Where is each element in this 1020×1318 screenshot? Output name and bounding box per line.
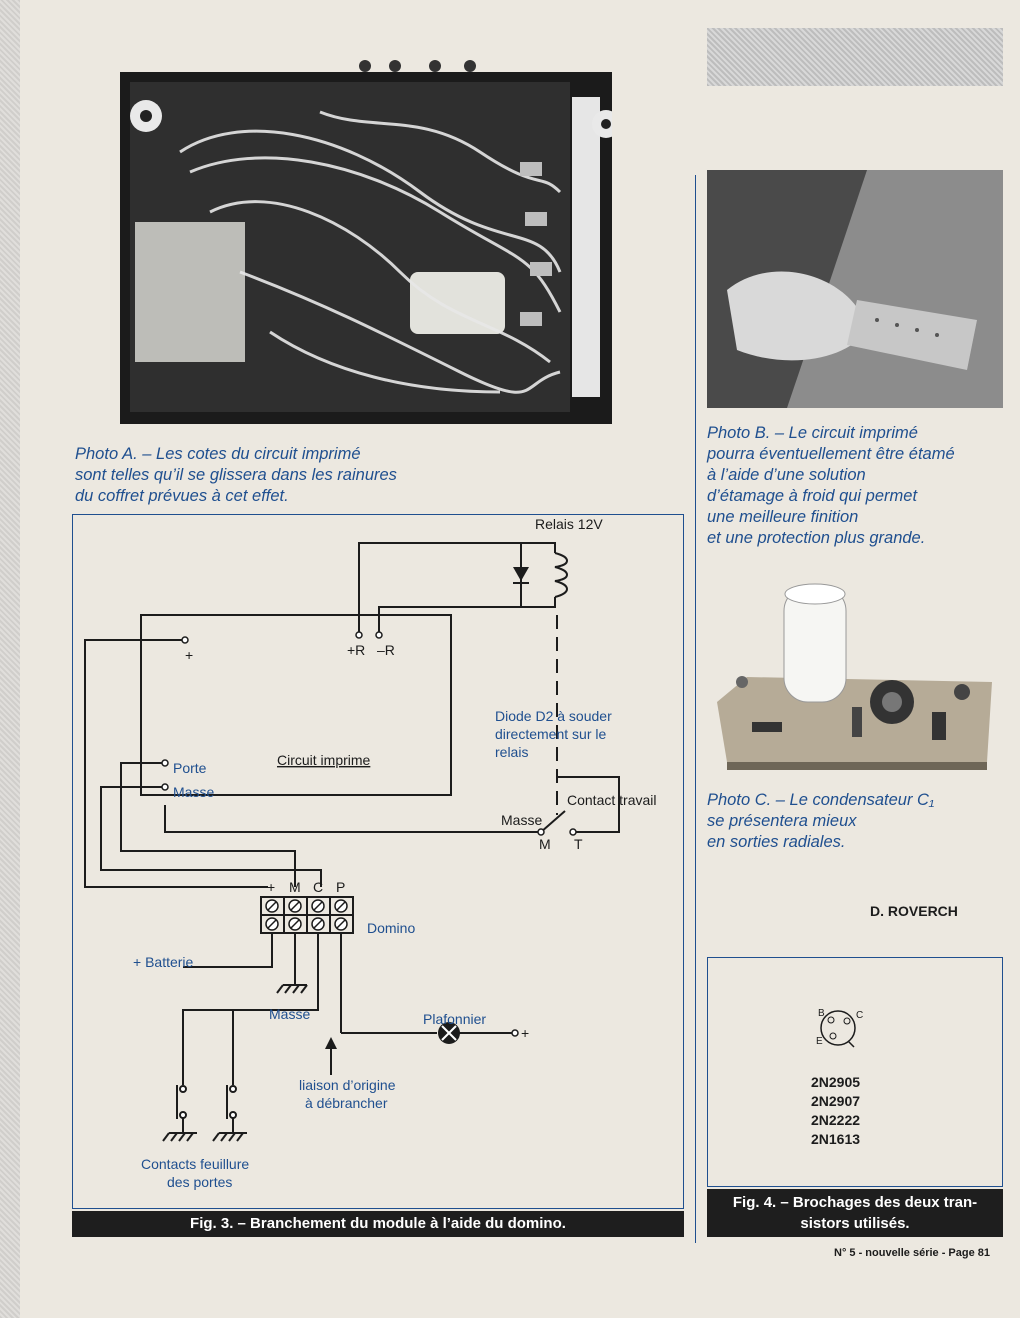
photo-a-caption-line: du coffret prévues à cet effet. bbox=[75, 487, 289, 505]
photo-c-caption-line: se présentera mieux bbox=[707, 812, 857, 830]
transistor-list bbox=[811, 1073, 860, 1149]
fig4-caption bbox=[707, 1189, 1003, 1237]
fig3-diagram bbox=[73, 515, 685, 1210]
batterie-label: + Batterie bbox=[133, 954, 194, 970]
relay-label: Relais 12V bbox=[535, 516, 603, 532]
plus-label: + bbox=[185, 647, 194, 663]
author: D. ROVERCH bbox=[870, 903, 958, 919]
m-label: M bbox=[539, 836, 551, 852]
liaison-label-line: à débrancher bbox=[305, 1095, 388, 1111]
plus-r-label: +R bbox=[347, 642, 366, 658]
fig3-frame bbox=[72, 514, 684, 1209]
photo-a-image bbox=[120, 72, 612, 424]
page-edge-shading bbox=[0, 0, 20, 1318]
masse-ground-label: Masse bbox=[269, 1006, 311, 1022]
domino-plus-label: + bbox=[267, 879, 276, 895]
photo-b bbox=[707, 170, 1003, 408]
circuit-label: Circuit imprime bbox=[277, 752, 371, 768]
photo-c bbox=[712, 582, 1002, 772]
masse-contact-label: Masse bbox=[501, 812, 543, 828]
photo-c-caption-line: en sorties radiales. bbox=[707, 833, 846, 851]
contact-travail-label: Contact travail bbox=[567, 792, 657, 808]
photo-b-caption-line: pourra éventuellement être étamé bbox=[707, 445, 955, 463]
diode-note-line: Diode D2 à souder bbox=[495, 708, 612, 724]
pin-e-label: E bbox=[816, 1036, 823, 1047]
column-divider bbox=[695, 175, 696, 1243]
transistor-model: 2N2905 bbox=[811, 1074, 861, 1090]
plafonnier-plus-label: + bbox=[521, 1025, 530, 1041]
transistor-model: 2N2222 bbox=[811, 1112, 861, 1128]
photo-b-caption-line: et une protection plus grande. bbox=[707, 529, 926, 547]
domino-m-label: M bbox=[289, 879, 301, 895]
photo-b-caption-line: une meilleure finition bbox=[707, 508, 859, 526]
photo-a-caption-line: sont telles qu’il se glissera dans les rainures bbox=[75, 466, 397, 484]
photo-b-caption-line: Photo B. – Le circuit imprimé bbox=[707, 424, 918, 442]
contacts-label-line: des portes bbox=[167, 1174, 233, 1190]
contacts-label-line: Contacts feuillure bbox=[141, 1156, 250, 1172]
porte-label: Porte bbox=[173, 760, 207, 776]
pin-b-label: B bbox=[818, 1008, 825, 1019]
domino-label: Domino bbox=[367, 920, 416, 936]
fig4-caption-line: Fig. 4. – Brochages des deux tran- bbox=[732, 1194, 978, 1211]
page-footer: N° 5 - nouvelle série - Page 81 bbox=[834, 1247, 991, 1259]
decorative-hatched-block bbox=[707, 28, 1003, 86]
photo-c-caption bbox=[707, 790, 1007, 853]
fig4-frame bbox=[707, 957, 1003, 1187]
photo-c-caption-line: Photo C. – Le condensateur C₁ bbox=[707, 791, 935, 809]
photo-a bbox=[120, 72, 612, 424]
photo-b-caption bbox=[707, 423, 1007, 549]
photo-a-knobs bbox=[355, 57, 495, 75]
minus-r-label: –R bbox=[377, 642, 395, 658]
photo-b-image bbox=[707, 170, 1003, 408]
photo-a-caption bbox=[75, 444, 635, 507]
fig3-caption: Fig. 3. – Branchement du module à l’aide du domino. bbox=[72, 1211, 684, 1237]
liaison-label-line: liaison d’origine bbox=[299, 1077, 396, 1093]
pin-c-label: C bbox=[856, 1010, 864, 1021]
transistor-model: 2N2907 bbox=[811, 1093, 861, 1109]
photo-b-caption-line: d’étamage à froid qui permet bbox=[707, 487, 918, 505]
plafonnier-label: Plafonnier bbox=[423, 1011, 487, 1027]
transistor-pinout-icon bbox=[708, 958, 1002, 1058]
diode-note-line: relais bbox=[495, 744, 529, 760]
domino-p-label: P bbox=[336, 879, 346, 895]
domino-c-label: C bbox=[313, 879, 324, 895]
photo-a-caption-line: Photo A. – Les cotes du circuit imprimé bbox=[75, 445, 361, 463]
transistor-model: 2N1613 bbox=[811, 1131, 861, 1147]
photo-c-image bbox=[712, 582, 1002, 772]
photo-b-caption-line: à l’aide d’une solution bbox=[707, 466, 866, 484]
diode-note-line: directement sur le bbox=[495, 726, 607, 742]
masse-pcb-label: Masse bbox=[173, 784, 215, 800]
fig4-caption-line: sistors utilisés. bbox=[800, 1215, 910, 1232]
t-label: T bbox=[574, 836, 583, 852]
